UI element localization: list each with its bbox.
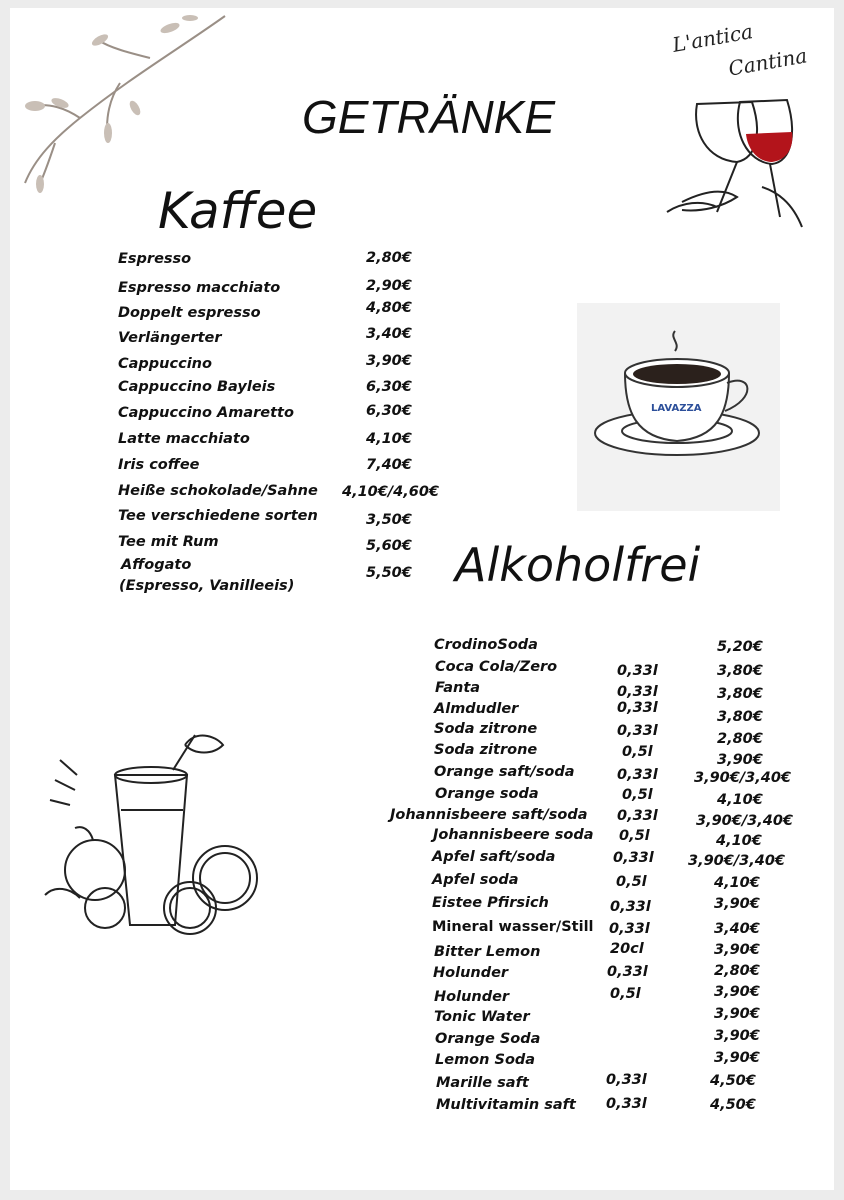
drink-item-price: 3,80€	[717, 663, 763, 679]
drink-item-price: 2,80€	[714, 963, 760, 979]
drink-item-price: 4,50€	[710, 1073, 756, 1089]
coffee-item-price: 3,40€	[366, 326, 412, 342]
drink-item-name: Johannisbeere soda	[433, 827, 594, 843]
drink-item-size: 0,33l	[617, 663, 658, 679]
drink-item-price: 2,80€	[717, 731, 763, 747]
coffee-item-note: (Espresso, Vanilleeis)	[119, 578, 295, 594]
drink-item-size: 0,5l	[622, 744, 653, 760]
coffee-item-price: 4,80€	[366, 300, 412, 316]
drink-item-name: Apfel saft/soda	[432, 849, 556, 865]
drink-item-price: 3,90€	[717, 752, 763, 768]
drink-item-name: Mineral wasser/Still	[432, 919, 594, 935]
drink-item-name: Coca Cola/Zero	[435, 659, 558, 675]
coffee-item-price: 6,30€	[366, 403, 412, 419]
drink-item-name: Bitter Lemon	[434, 944, 541, 960]
coffee-item-name: Verlängerter	[118, 330, 222, 346]
coffee-item-name: Tee verschiedene sorten	[118, 508, 318, 524]
drink-item-size: 20cl	[610, 941, 644, 957]
drink-item-price: 4,10€	[717, 792, 763, 808]
brand-line2: Cantina	[726, 43, 809, 81]
drink-item-size: 0,33l	[613, 850, 654, 866]
drink-item-price: 3,90€	[714, 942, 760, 958]
drink-item-name: Holunder	[433, 965, 509, 981]
juice-glass-illustration	[35, 730, 270, 940]
drink-item-name: Orange Soda	[435, 1031, 541, 1047]
cup-brand-label: LAVAZZA	[651, 403, 702, 414]
drink-item-size: 0,33l	[617, 723, 658, 739]
drink-item-size: 0,33l	[610, 899, 651, 915]
drink-item-name: Soda zitrone	[434, 721, 538, 737]
coffee-item-price: 5,50€	[366, 565, 412, 581]
drink-item-size: 0,5l	[619, 828, 650, 844]
drink-item-size: 0,33l	[609, 921, 650, 937]
page-heading: GETRÄNKE	[302, 91, 556, 143]
coffee-item-name: Heiße schokolade/Sahne	[118, 483, 318, 499]
coffee-item-price: 3,90€	[366, 353, 412, 369]
drink-item-name: Orange soda	[435, 786, 539, 802]
drink-item-size: 0,33l	[606, 1096, 647, 1112]
drink-item-name: Almdudler	[434, 701, 519, 717]
drink-item-price: 3,80€	[717, 709, 763, 725]
drink-item-price: 4,10€	[716, 833, 762, 849]
coffee-item-name: Cappuccino Amaretto	[118, 405, 294, 421]
drink-item-price: 3,90€	[714, 1050, 760, 1066]
drink-item-price: 3,40€	[714, 921, 760, 937]
drink-item-name: Multivitamin saft	[436, 1097, 576, 1113]
coffee-item-name: Cappuccino Bayleis	[118, 379, 276, 395]
drink-item-size: 0,33l	[617, 767, 658, 783]
drink-item-name: Fanta	[435, 680, 481, 696]
drink-item-name: Soda zitrone	[434, 742, 538, 758]
coffee-item-name: Affogato	[121, 557, 192, 573]
branch-decoration	[10, 8, 240, 198]
drink-item-size: 0,33l	[617, 700, 658, 716]
drink-item-name: Orange saft/soda	[434, 764, 575, 780]
drink-item-price: 3,90€/3,40€	[688, 853, 786, 869]
drink-item-name: Marille saft	[436, 1075, 529, 1091]
coffee-item-name: Espresso macchiato	[118, 280, 281, 296]
drink-item-size: 0,33l	[606, 1072, 647, 1088]
kaffee-title: Kaffee	[158, 182, 318, 240]
coffee-item-price: 7,40€	[366, 457, 412, 473]
coffee-item-price: 5,60€	[366, 538, 412, 554]
coffee-cup-illustration	[577, 303, 780, 511]
coffee-item-price: 2,80€	[366, 250, 412, 266]
drink-item-price: 3,90€/3,40€	[694, 770, 792, 786]
drink-item-price: 5,20€	[717, 639, 763, 655]
drink-item-name: CrodinoSoda	[434, 637, 538, 653]
drink-item-price: 4,50€	[710, 1097, 756, 1113]
drink-item-price: 3,90€/3,40€	[696, 813, 794, 829]
drink-item-size: 0,33l	[617, 808, 658, 824]
drink-item-price: 4,10€	[714, 875, 760, 891]
coffee-item-price: 4,10€/4,60€	[342, 484, 440, 500]
coffee-item-name: Latte macchiato	[118, 431, 250, 447]
drink-item-price: 3,90€	[714, 1028, 760, 1044]
drink-item-name: Lemon Soda	[435, 1052, 536, 1068]
coffee-item-price: 4,10€	[366, 431, 412, 447]
drink-item-price: 3,90€	[714, 896, 760, 912]
coffee-item-price: 2,90€	[366, 278, 412, 294]
drink-item-price: 3,90€	[714, 984, 760, 1000]
brand-line1: L'antica	[670, 19, 755, 57]
drink-item-name: Tonic Water	[434, 1009, 530, 1025]
drink-item-name: Eistee Pfirsich	[432, 895, 549, 911]
drink-item-size: 0,5l	[610, 986, 641, 1002]
coffee-item-name: Espresso	[118, 251, 192, 267]
drink-item-name: Apfel soda	[432, 872, 519, 888]
alkoholfrei-title: Alkoholfrei	[455, 538, 701, 592]
coffee-item-name: Tee mit Rum	[118, 534, 219, 550]
coffee-item-name: Iris coffee	[118, 457, 200, 473]
drink-item-size: 0,33l	[607, 964, 648, 980]
drink-item-size: 0,5l	[622, 787, 653, 803]
drink-item-price: 3,80€	[717, 686, 763, 702]
coffee-item-name: Cappuccino	[118, 356, 212, 372]
wine-glasses-illustration	[662, 92, 832, 237]
drink-item-size: 0,33l	[617, 684, 658, 700]
coffee-item-name: Doppelt espresso	[118, 305, 261, 321]
drink-item-name: Holunder	[434, 989, 510, 1005]
coffee-item-price: 3,50€	[366, 512, 412, 528]
drink-item-name: Johannisbeere saft/soda	[390, 807, 588, 823]
drink-item-price: 3,90€	[714, 1006, 760, 1022]
coffee-item-price: 6,30€	[366, 379, 412, 395]
drink-item-size: 0,5l	[616, 874, 647, 890]
